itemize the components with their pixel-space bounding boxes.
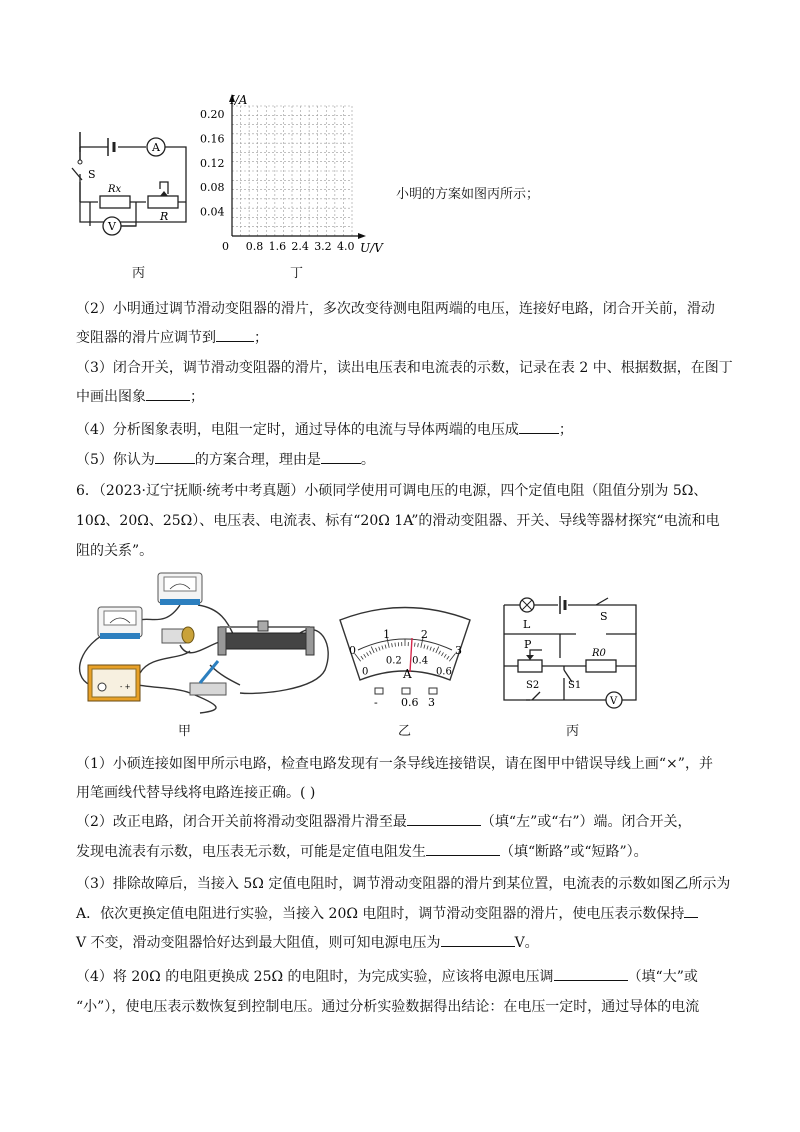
terminal-post — [402, 688, 410, 694]
q6-part1-line2: 用笔画线代替导线将电路连接正确。( ) — [76, 785, 316, 801]
terminal-label: - — [374, 696, 378, 709]
answer-blank[interactable] — [684, 903, 698, 918]
q5-part2-line2: 变阻器的滑片应调节到 ； — [76, 327, 726, 349]
apparatus-illustration-jia — [70, 565, 340, 715]
caption-yi: 乙 — [398, 724, 412, 739]
caption-bing: 丙 — [132, 266, 146, 281]
rx-resistor — [100, 196, 130, 208]
dial-upper-label: 0 — [349, 644, 357, 658]
dial-unit: A — [403, 667, 412, 681]
q6-intro-line1: 6．（2023·辽宁抚顺·统考中考真题）小硕同学使用可调电压的电源，四个定值电阻（阻值分别为 5Ω、 — [76, 483, 708, 499]
q6-part3-line2: A．依次更换定值电阻进行实验，当接入 20Ω 电阻时，调节滑动变阻器的滑片，使电压表示数保持 — [76, 903, 726, 925]
q6-part2-line1: （2）改正电路，闭合开关前将滑动变阻器滑片滑至最 （填“左”或“右”）端。闭合开关， — [76, 811, 726, 833]
switch-s-label: S — [600, 610, 608, 623]
ammeter-label: A — [152, 141, 160, 154]
dial-upper-label: 1 — [383, 628, 391, 642]
q6-part4-line2: “小”），使电压表示数恢复到控制电压。通过分析实验数据得出结论：在电压一定时，通过导体的电流 — [76, 999, 700, 1015]
y-tick-label: 0.08 — [200, 181, 225, 195]
q5-part3-line2: 中画出图象 ； — [76, 386, 726, 408]
x-tick-label: 2.4 — [291, 240, 309, 253]
answer-blank[interactable] — [441, 932, 515, 947]
x-axis-label: U/V — [360, 241, 383, 255]
dial-lower-label: 0.2 — [385, 655, 402, 667]
voltmeter-label: V — [108, 220, 116, 233]
scheme-note: 小明的方案如图丙所示； — [396, 187, 540, 202]
y-tick-label: 0.12 — [200, 156, 225, 170]
x-tick-label: 1.6 — [268, 240, 287, 253]
dial-lower-label: 0.4 — [412, 655, 429, 667]
q5-part2-line1: （2）小明通过调节滑动变阻器的滑片，多次改变待测电阻两端的电压，连接好电路，闭合开关前，滑动 — [76, 301, 715, 317]
answer-blank[interactable] — [155, 449, 195, 464]
dial-upper-label: 2 — [420, 628, 428, 642]
y-axis-label: I/A — [230, 93, 248, 107]
answer-blank[interactable] — [407, 811, 481, 826]
answer-blank[interactable] — [554, 966, 628, 981]
terminal-post — [375, 688, 383, 694]
graph-origin: 0 — [222, 240, 229, 253]
answer-blank[interactable] — [321, 449, 361, 464]
answer-blank[interactable] — [426, 841, 500, 856]
slider-p-label: P — [524, 638, 532, 651]
circuit-diagram-bing-q6 — [496, 588, 646, 718]
caption-ding: 丁 — [290, 266, 304, 281]
caption-bing-q6: 丙 — [566, 724, 580, 739]
x-tick-label: 4.0 — [337, 240, 355, 253]
lamp-label: L — [523, 618, 531, 631]
dial-upper-label: 3 — [454, 644, 462, 658]
q5-part3-line1: （3）闭合开关，调节滑动变阻器的滑片，读出电压表和电流表的示数，记录在表 2 中、根据数据，在图丁 — [76, 360, 733, 376]
q5-part4: （4）分析图象表明，电阻一定时，通过导体的电流与导体两端的电压成 ； — [76, 419, 726, 441]
rheostat — [148, 196, 178, 208]
s1-label: S1 — [568, 680, 582, 691]
terminal-post — [429, 688, 437, 694]
x-tick-label: 3.2 — [314, 240, 332, 253]
switch-label: S — [88, 168, 96, 181]
terminal-label: 3 — [428, 696, 435, 709]
s2-label: S2 — [526, 680, 540, 691]
terminal-label: 0.6 — [401, 696, 419, 709]
x-tick-label: 0.8 — [245, 240, 264, 253]
y-tick-label: 0.16 — [200, 132, 225, 146]
r0-label: R0 — [592, 648, 606, 659]
dial-lower-label: 0.6 — [435, 666, 452, 678]
voltmeter-label-q6: V — [610, 696, 618, 707]
q6-part2-line2: 发现电流表有示数，电压表无示数，可能是定值电阻发生 （填“断路”或“短路”）。 — [76, 841, 726, 863]
dial-lower-label: 0 — [362, 666, 369, 678]
q6-intro-line2: 10Ω、20Ω、25Ω）、电压表、电流表、标有“20Ω 1A”的滑动变阻器、开关、导线等器材探究“电流和电 — [76, 513, 720, 529]
q6-intro-line3: 阻的关系”。 — [76, 543, 154, 559]
q6-part4-line1: （4）将 20Ω 的电阻更换成 25Ω 的电阻时，为完成实验，应该将电源电压调 （填“大”或 — [76, 966, 726, 988]
y-tick-label: 0.04 — [200, 205, 225, 219]
svg-text:- +: - + — [120, 683, 131, 691]
circuit-diagram-bing — [60, 92, 190, 252]
ammeter-dial-yi — [330, 600, 480, 710]
q5-part5: （5）你认为 的方案合理，理由是 。 — [76, 449, 726, 471]
answer-blank[interactable] — [519, 419, 559, 434]
q6-part1-line1: （1）小硕连接如图甲所示电路，检查电路发现有一条导线连接错误，请在图甲中错误导线上画“×”，并 — [76, 756, 713, 772]
answer-blank[interactable] — [216, 327, 254, 342]
answer-blank[interactable] — [146, 386, 190, 401]
caption-jia: 甲 — [178, 724, 192, 739]
r-label: R — [160, 210, 169, 223]
q6-part3-line3: V 不变，滑动变阻器恰好达到最大阻值，则可知电源电压为 V。 — [76, 932, 726, 954]
q6-part3-line1: （3）排除故障后，当接入 5Ω 定值电阻时，调节滑动变阻器的滑片到某位置，电流表的示数如图乙所示为 — [76, 876, 731, 892]
iu-graph-ding — [192, 88, 392, 258]
rx-label: Rx — [108, 184, 122, 195]
y-tick-label: 0.20 — [200, 108, 225, 121]
